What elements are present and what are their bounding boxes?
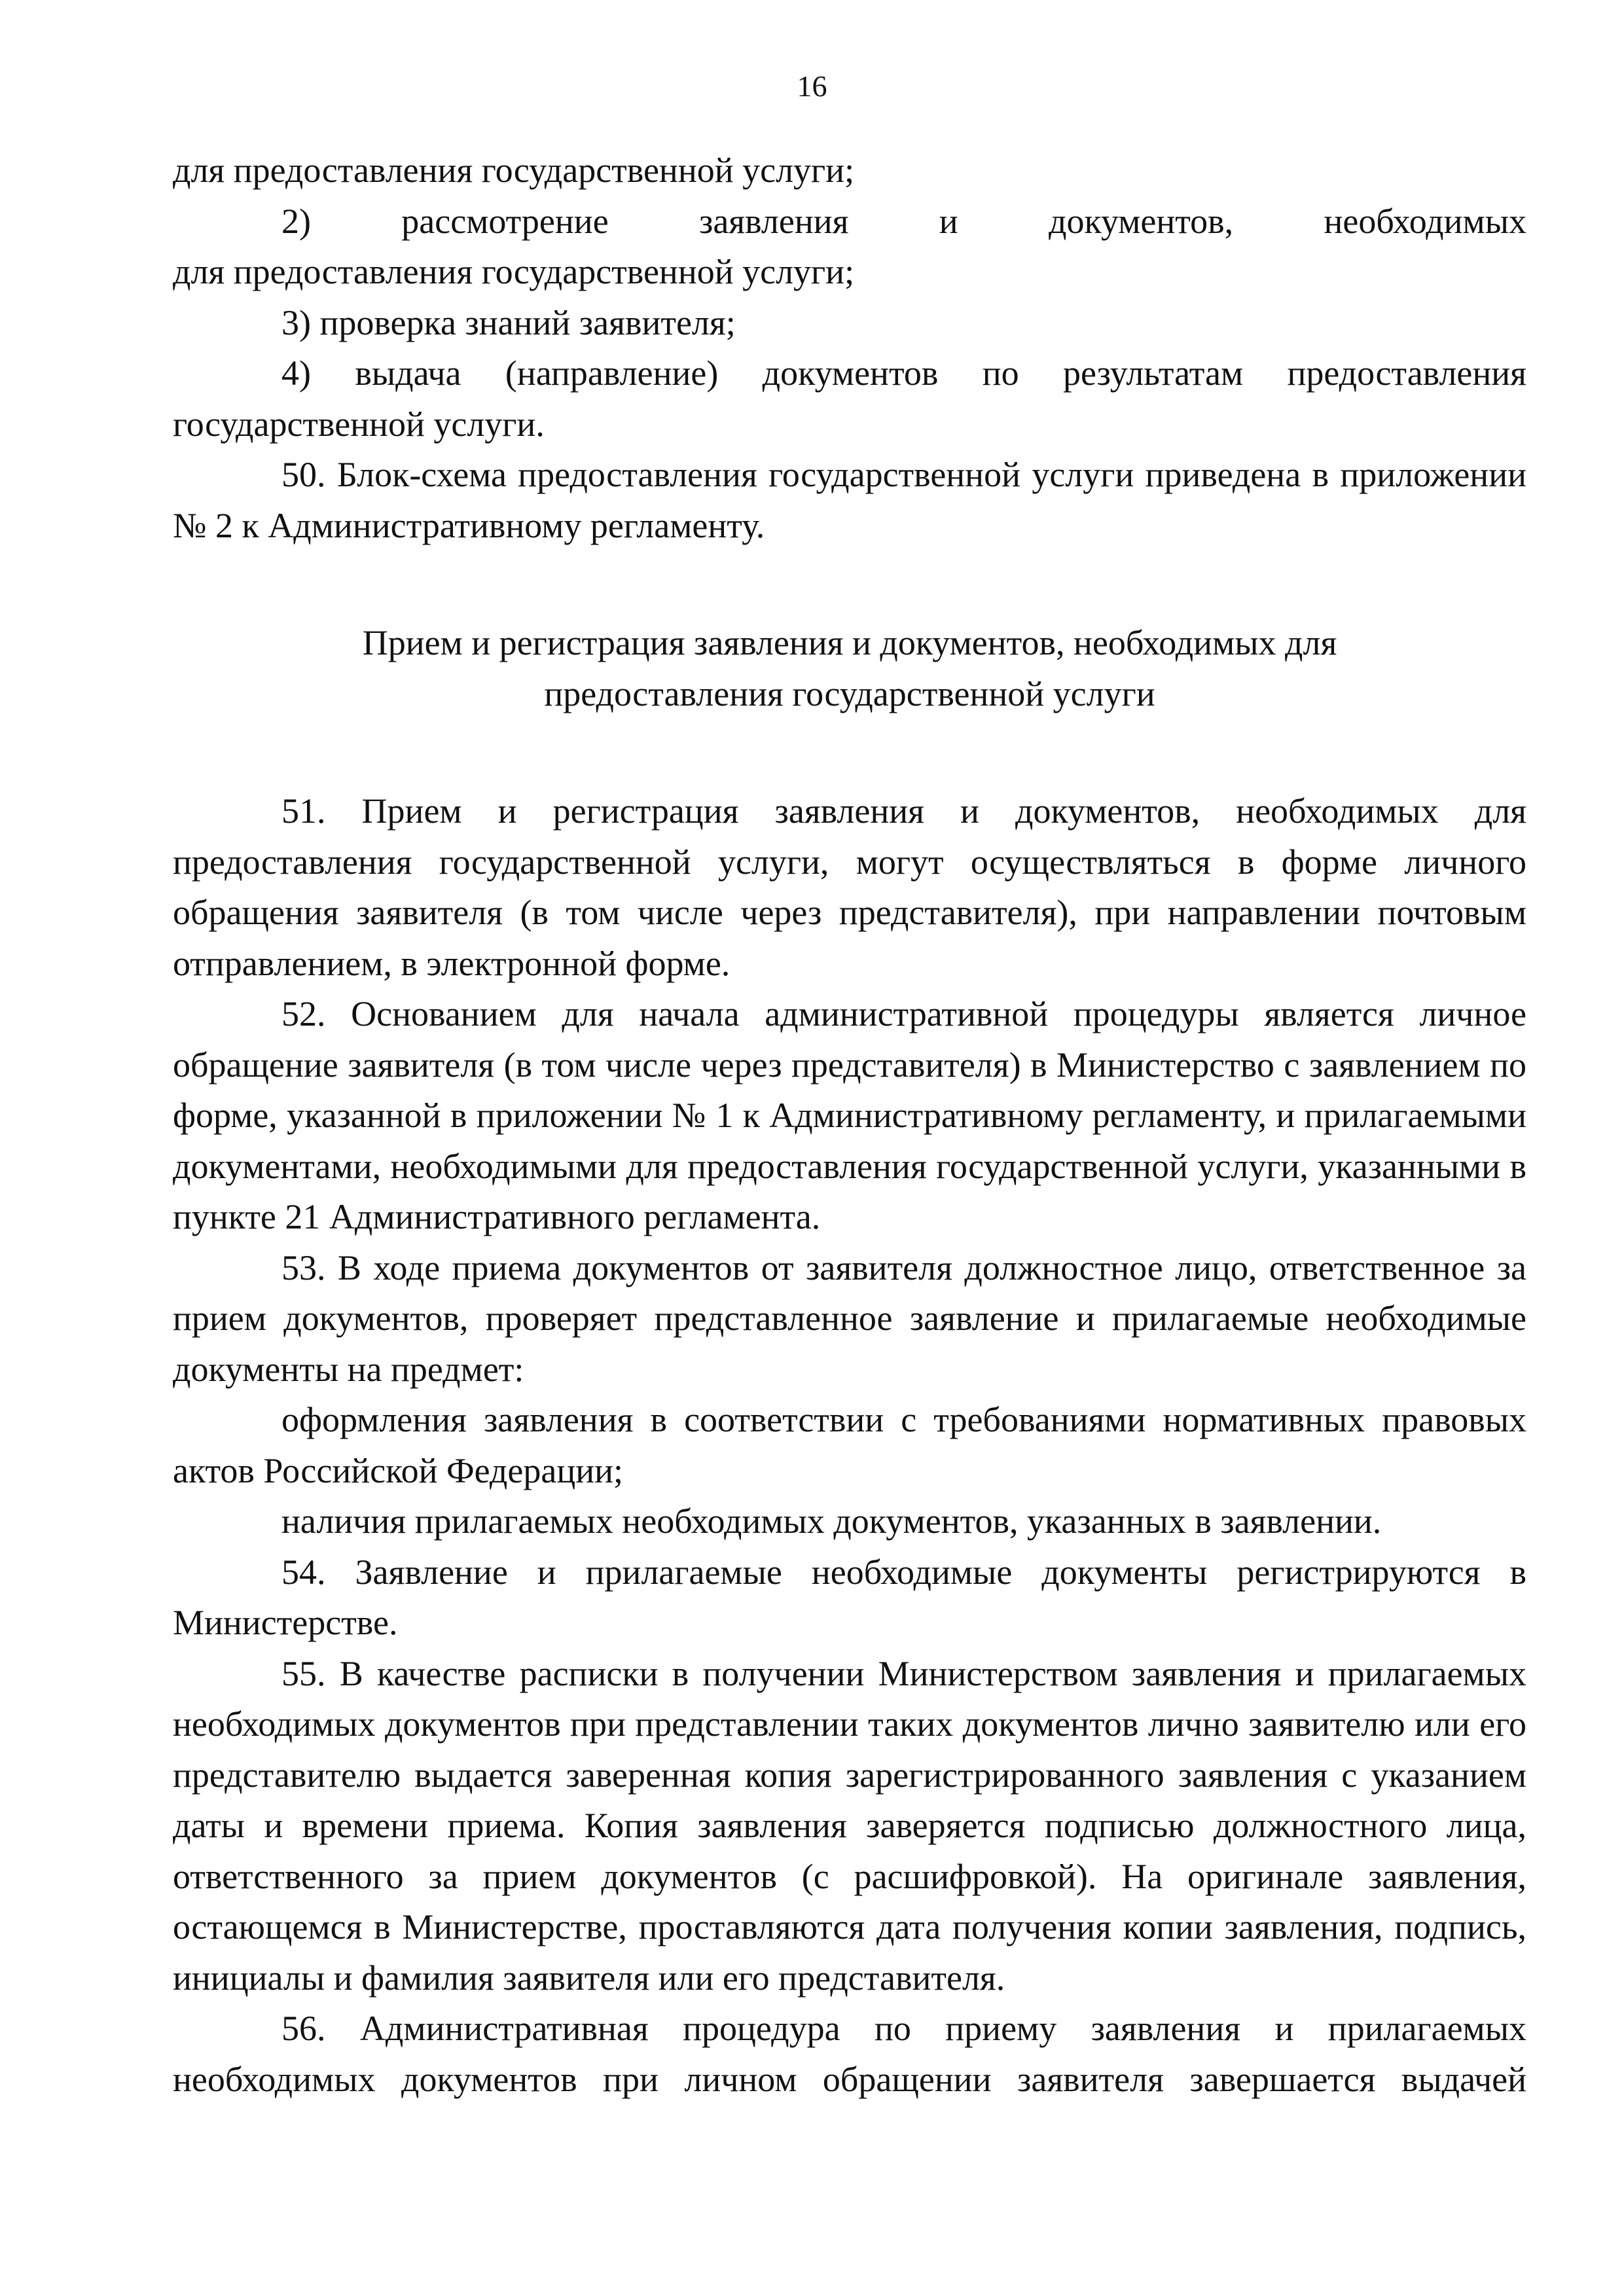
section-heading-line-1: Прием и регистрация заявления и документов, необходимых для — [362, 623, 1337, 662]
section-heading — [173, 618, 1526, 719]
paragraph-53-item-2: наличия прилагаемых необходимых документов, указанных в заявлении. — [281, 1501, 1382, 1541]
list-item-3: 3) проверка знаний заявителя; — [281, 302, 736, 342]
list-item-4: 4) выдача (направление) документов по результатам предоставления государственной услуги. — [173, 353, 1526, 444]
paragraph-56: 56. Административная процедура по приему заявления и прилагаемых необходимых документов при личном обращении заявителя завершается выдачей — [173, 2009, 1526, 2099]
paragraph-55: 55. В качестве расписки в получении Министерством заявления и прилагаемых необходимых документов при представлении таких документов лично заявителю или его представителю выдается заверенная копия зарегистрированного заявления с указанием даты и времени приема. Копия заявления заверяется подписью должностного лица, ответственного за прием документов (с расшифровкой). На оригинале заявления, остающемся в Министерстве, проставляются дата получения копии заявления, подпись, инициалы и фамилия заявителя или его представителя. — [173, 1653, 1526, 1998]
paragraph-50: 50. Блок-схема предоставления государственной услуги приведена в приложении № 2 к Административному регламенту. — [173, 455, 1526, 545]
paragraph-53-item-1: оформления заявления в соответствии с требованиями нормативных правовых актов Российской Федерации; — [173, 1400, 1526, 1490]
section-heading-line-2: предоставления государственной услуги — [544, 673, 1155, 713]
document-body — [173, 145, 1526, 2105]
page-number: 16 — [797, 69, 827, 103]
paragraph-54: 54. Заявление и прилагаемые необходимые документы регистрируются в Министерстве. — [173, 1552, 1526, 1642]
paragraph-53: 53. В ходе приема документов от заявителя должностное лицо, ответственное за прием документов, проверяет представленное заявление и прилагаемые необходимые документы на предмет: — [173, 1247, 1526, 1389]
paragraph-52: 52. Основанием для начала административной процедуры является личное обращение заявителя (в том числе через представителя) в Министерство с заявлением по форме, указанной в приложении № 1 к Административному регламенту, и прилагаемыми документами, необходимыми для предоставления государственной услуги, указанными в пункте 21 Административного регламента. — [173, 994, 1526, 1236]
paragraph-continuation: для предоставления государственной услуги; — [173, 151, 855, 190]
list-item-2: 2) рассмотрение заявления и документов, необходимых — [281, 201, 1526, 241]
paragraph-continuation: для предоставления государственной услуги; — [173, 252, 855, 291]
paragraph-51: 51. Прием и регистрация заявления и документов, необходимых для предоставления государственной услуги, могут осуществляться в форме личного обращения заявителя (в том числе через представителя), при направлении почтовым отправлением, в электронной форме. — [173, 791, 1526, 983]
